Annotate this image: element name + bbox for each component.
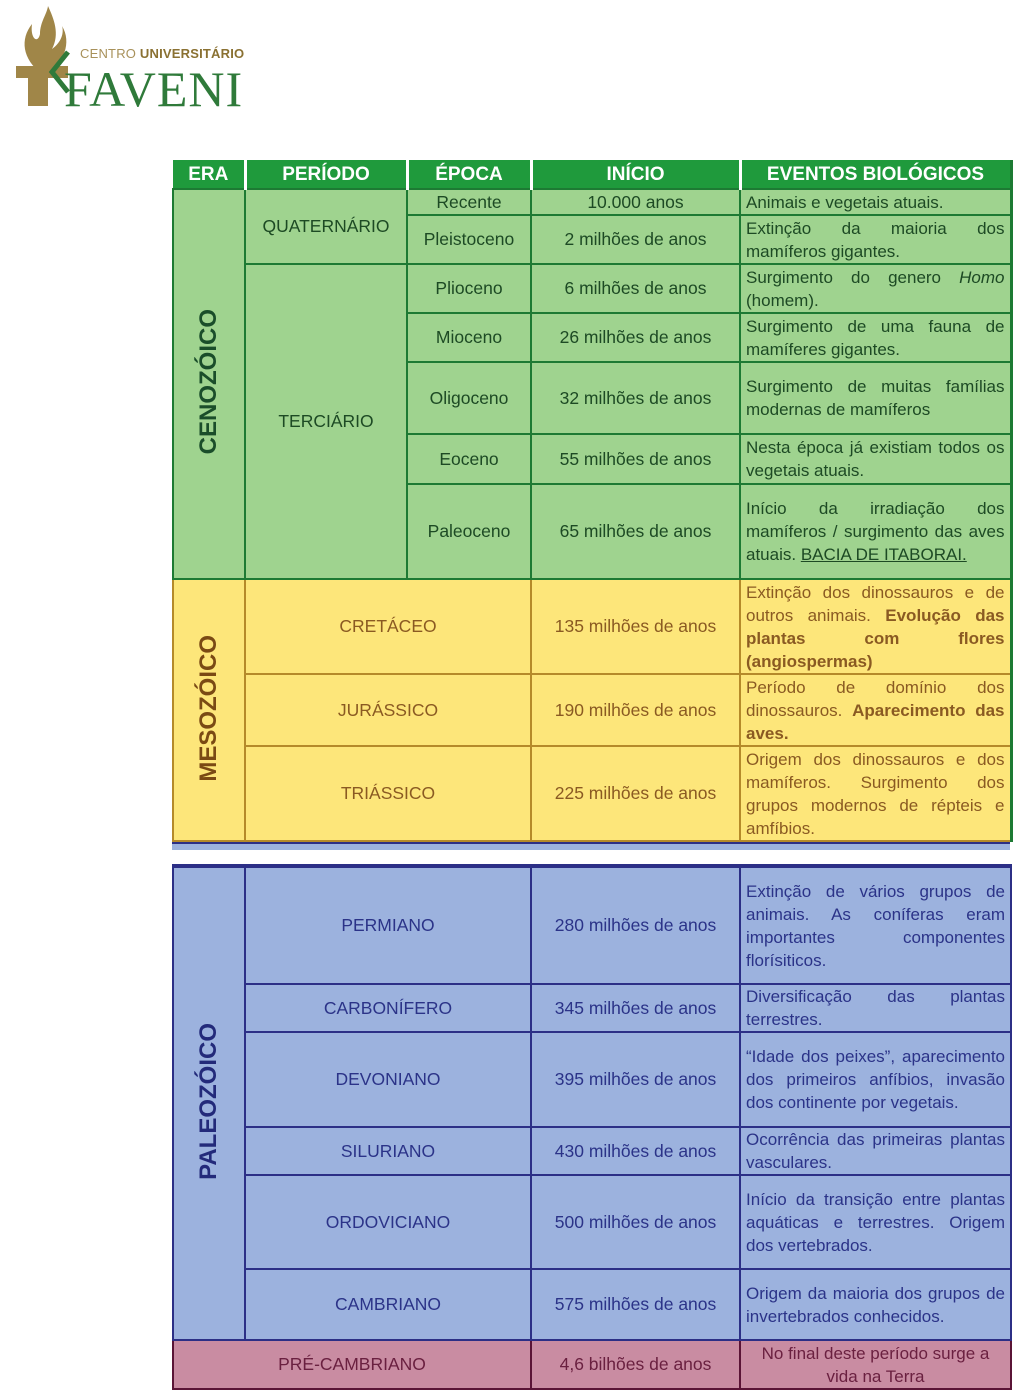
header-cell: EVENTOS BIOLÓGICOS <box>740 160 1011 189</box>
paleozoic-row-edge <box>172 842 1010 850</box>
start-cell: 345 milhões de anos <box>531 984 740 1032</box>
event-text: Extinção de vários grupos de animais. As coníferas eram importantes componentes florísiticos. <box>746 881 1006 970</box>
event-text: Origem dos dinossauros e dos mamíferos. Surgimento dos grupos modernos de répteis e amfíbios. <box>746 749 1005 838</box>
event-text: BACIA DE ITABORAI. <box>800 545 967 564</box>
period-cell: TERCIÁRIO <box>245 264 407 579</box>
start-cell: 26 milhões de anos <box>531 313 740 362</box>
start-cell: 135 milhões de anos <box>531 579 740 674</box>
period-cell: CAMBRIANO <box>245 1269 531 1340</box>
header-cell: ERA <box>173 160 245 189</box>
table-row <box>173 1340 1011 1389</box>
start-cell: 225 milhões de anos <box>531 746 740 841</box>
epoch-cell: Pleistoceno <box>407 215 531 264</box>
header-cell: PERÍODO <box>245 160 407 189</box>
start-cell: 10.000 anos <box>531 189 740 215</box>
events-cell <box>740 313 1011 362</box>
start-cell: 500 milhões de anos <box>531 1175 740 1269</box>
events-cell <box>740 1175 1011 1269</box>
period-cell: PERMIANO <box>245 866 531 984</box>
table-row <box>173 579 1011 674</box>
header-row <box>173 160 1011 189</box>
logo-subtitle: CENTRO UNIVERSITÁRIO <box>80 46 245 61</box>
event-text: Início da transição entre plantas aquáticas e terrestres. Origem dos vertebrados. <box>746 1189 1006 1255</box>
era-cell: CENOZÓICO <box>173 189 245 579</box>
events-cell <box>740 579 1011 674</box>
start-cell: 32 milhões de anos <box>531 362 740 434</box>
event-text: Nesta época já existiam todos os vegetais atuais. <box>746 438 1005 480</box>
events-cell <box>740 189 1011 215</box>
epoch-cell: Eoceno <box>407 434 531 484</box>
event-text: Surgimento de uma fauna de mamíferes gigantes. <box>746 316 1005 359</box>
table-row <box>173 189 1011 215</box>
start-cell: 395 milhões de anos <box>531 1032 740 1127</box>
start-cell: 4,6 bilhões de anos <box>531 1340 740 1389</box>
events-cell <box>740 984 1011 1032</box>
table-gap <box>172 850 1010 864</box>
event-text: Período de domínio dos dinossauros. <box>746 677 1005 720</box>
event-text: Ocorrência das primeiras plantas vasculares. <box>746 1130 1006 1172</box>
events-cell <box>740 264 1011 313</box>
epoch-cell: Oligoceno <box>407 362 531 434</box>
start-cell: 280 milhões de anos <box>531 866 740 984</box>
event-text: Aparecimento das aves. <box>746 700 1005 743</box>
events-cell <box>740 1340 1011 1389</box>
table-row <box>173 1127 1011 1175</box>
epoch-cell: Mioceno <box>407 313 531 362</box>
table-row <box>173 1175 1011 1269</box>
epoch-cell: Recente <box>407 189 531 215</box>
header-cell: INÍCIO <box>531 160 740 189</box>
event-text: Animais e vegetais atuais. <box>746 192 944 212</box>
geologic-table <box>172 160 1010 1390</box>
period-cell: TRIÁSSICO <box>245 746 531 841</box>
event-text: (homem). <box>746 290 819 310</box>
epoch-cell: Paleoceno <box>407 484 531 579</box>
epoch-cell: Plioceno <box>407 264 531 313</box>
logo-name: FAVENI <box>64 61 244 117</box>
period-cell: ORDOVICIANO <box>245 1175 531 1269</box>
period-cell: SILURIANO <box>245 1127 531 1175</box>
events-cell <box>740 1127 1011 1175</box>
period-cell: JURÁSSICO <box>245 674 531 746</box>
table-row <box>173 984 1011 1032</box>
start-cell: 2 milhões de anos <box>531 215 740 264</box>
events-cell <box>740 215 1011 264</box>
table-row <box>173 674 1011 746</box>
event-text: Diversificação das plantas terrestres. <box>746 987 1006 1029</box>
events-cell <box>740 674 1011 746</box>
start-cell: 430 milhões de anos <box>531 1127 740 1175</box>
events-cell <box>740 434 1011 484</box>
events-cell <box>740 362 1011 434</box>
events-cell <box>740 484 1011 579</box>
table-row <box>173 746 1011 841</box>
header-cell: ÉPOCA <box>407 160 531 189</box>
table-row <box>173 1269 1011 1340</box>
event-text: Surgimento de muitas famílias modernas de mamíferos <box>746 377 1005 419</box>
start-cell: 55 milhões de anos <box>531 434 740 484</box>
event-text: Origem da maioria dos grupos de invertebrados conhecidos. <box>746 1283 1006 1326</box>
start-cell: 65 milhões de anos <box>531 484 740 579</box>
period-cell: CRETÁCEO <box>245 579 531 674</box>
period-cell: CARBONÍFERO <box>245 984 531 1032</box>
event-text: “Idade dos peixes”, aparecimento dos primeiros anfíbios, invasão dos continente por vegetais. <box>746 1047 1006 1112</box>
event-text: Extinção dos dinossauros e de outros animais. <box>746 582 1005 625</box>
events-cell <box>740 1032 1011 1127</box>
event-text: Extinção da maioria dos mamíferos gigantes. <box>746 218 1005 261</box>
faveni-logo <box>12 4 252 116</box>
period-cell: PRÉ-CAMBRIANO <box>173 1340 531 1389</box>
period-cell: QUATERNÁRIO <box>245 189 407 264</box>
events-cell <box>740 746 1011 841</box>
event-text: Surgimento do genero <box>746 267 960 287</box>
events-cell <box>740 1269 1011 1340</box>
era-cell: PALEOZÓICO <box>173 866 245 1340</box>
event-text: Início da irradiação dos mamíferos / surgimento das aves atuais. <box>746 499 1005 564</box>
geologic-table-top <box>172 160 1013 842</box>
event-text: Homo <box>959 267 1005 287</box>
event-text: Evolução das plantas com flores (angiospermas) <box>746 605 1005 671</box>
period-cell: DEVONIANO <box>245 1032 531 1127</box>
event-text: No final deste período surge a vida na Terra <box>761 1343 990 1386</box>
geologic-table-bottom <box>172 864 1012 1390</box>
era-cell: MESOZÓICO <box>173 579 245 841</box>
start-cell: 6 milhões de anos <box>531 264 740 313</box>
table-row <box>173 1032 1011 1127</box>
start-cell: 575 milhões de anos <box>531 1269 740 1340</box>
start-cell: 190 milhões de anos <box>531 674 740 746</box>
table-row <box>173 264 1011 313</box>
events-cell <box>740 866 1011 984</box>
table-row <box>173 866 1011 984</box>
